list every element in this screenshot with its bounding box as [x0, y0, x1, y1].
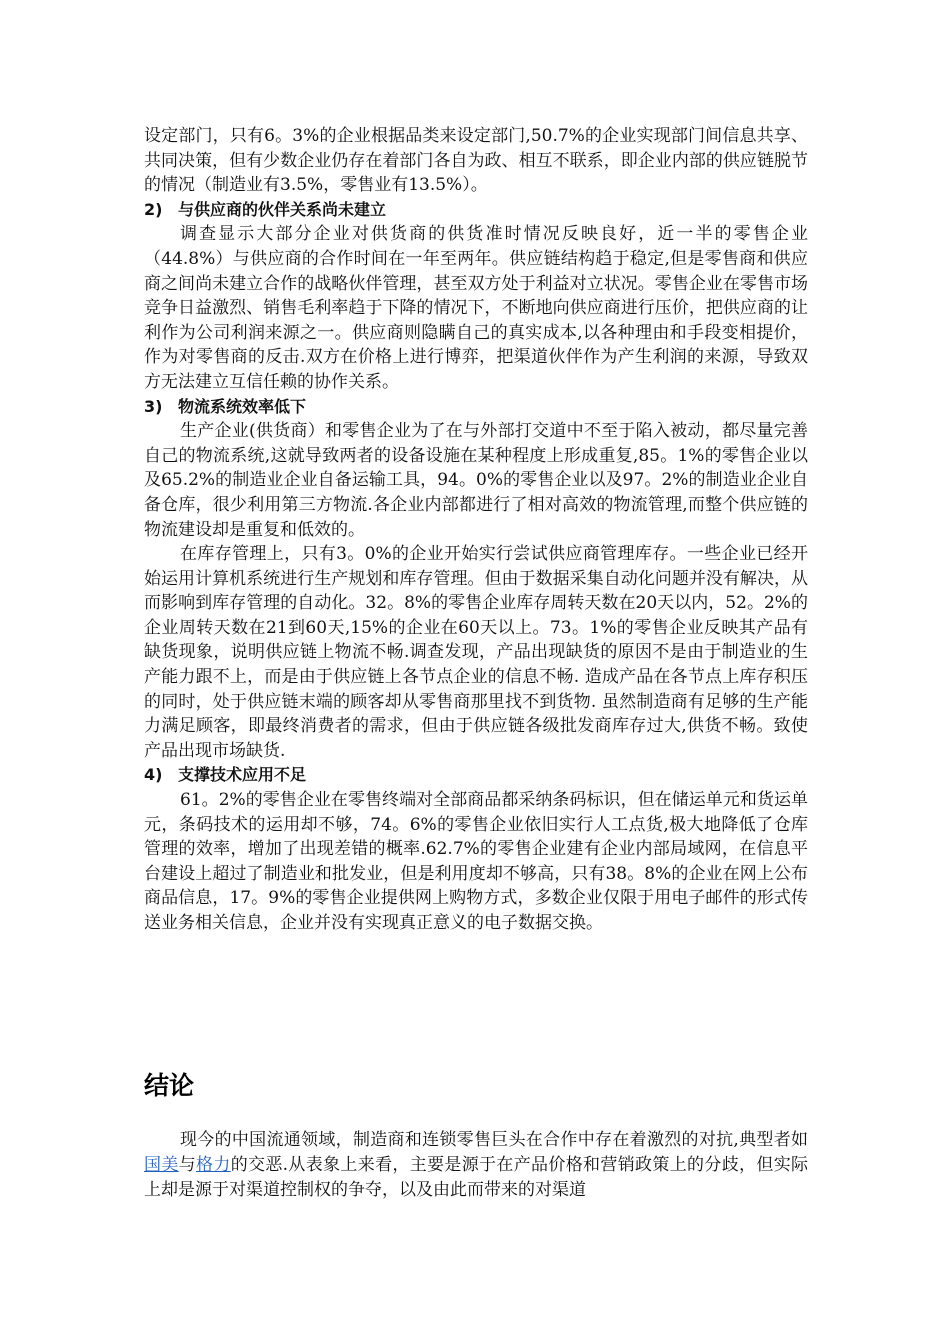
conclusion-text-before: 现今的中国流通领域，制造商和连锁零售巨头在合作中存在着激烈的对抗,典型者如 — [180, 1130, 808, 1150]
section-heading-2 — [144, 198, 808, 223]
conclusion-paragraph — [144, 1128, 808, 1203]
conclusion-heading: 结论 — [144, 1071, 195, 1100]
conclusion-text-after: 的交恶.从表象上来看，主要是源于在产品价格和营销政策上的分歧，但实际上却是源于对渠道控制权的争夺，以及由此而带来的对渠道 — [144, 1155, 809, 1200]
link-geli[interactable]: 格力 — [196, 1155, 231, 1175]
link-guomei[interactable]: 国美 — [144, 1155, 179, 1175]
intro-paragraph: 设定部门，只有6。3%的企业根据品类来设定部门,50.7%的企业实现部门间信息共享、共同决策，但有少数企业仍存在着部门各自为政、相互不联系，即企业内部的供应链脱节的情况（制造业有3.5%，零售业有13.5%）。 — [144, 126, 808, 196]
section-heading-4 — [144, 763, 808, 788]
section-heading-3 — [144, 395, 808, 420]
document-body — [144, 124, 808, 936]
section-2-paragraph-1: 调查显示大部分企业对供货商的供货准时情况反映良好，近一半的零售企业（44.8%）与供应商的合作时间在一年至两年。供应链结构趋于稳定,但是零售商和供应商之间尚未建立合作的战略伙伴管理，甚至双方处于利益对立状况。零售企业在零售市场竞争日益激烈、销售毛利率趋于下降的情况下，不断地向供应商进行压价，把供应商的让利作为公司利润来源之一。供应商则隐瞒自己的真实成本,以各种理由和手段变相提价，作为对零售商的反击.双方在价格上进行博弈，把渠道伙伴作为产生利润的来源，导致双方无法建立互信任赖的协作关系。 — [144, 224, 808, 392]
section-title: 支撑技术应用不足 — [178, 765, 307, 785]
conclusion-section — [144, 1128, 808, 1203]
section-title: 物流系统效率低下 — [178, 396, 307, 416]
section-title: 与供应商的伙伴关系尚未建立 — [178, 199, 387, 219]
section-number: 3) — [144, 396, 163, 416]
section-number: 4) — [144, 765, 163, 785]
section-3-paragraph-1: 生产企业(供货商）和零售企业为了在与外部打交道中不至于陷入被动，都尽量完善自己的物流系统,这就导致两者的设备设施在某种程度上形成重复,85。1%的零售企业以及65.2%的制造业企业自备运输工具，94。0%的零售企业以及97。2%的制造业企业自备仓库，很少利用第三方物流.各企业内部都进行了相对高效的物流管理,而整个供应链的物流建设却是重复和低效的。 — [144, 421, 808, 540]
section-4-paragraph-1: 61。2%的零售企业在零售终端对全部商品都采纳条码标识，但在储运单元和货运单元，条码技术的运用却不够，74。6%的零售企业依旧实行人工点货,极大地降低了仓库管理的效率，增加了出现差错的概率.62.7%的零售企业建有企业内部局域网，在信息平台建设上超过了制造业和批发业，但是利用度却不够高，只有38。8%的企业在网上公布商品信息，17。9%的零售企业提供网上购物方式，多数企业仅限于用电子邮件的形式传送业务相关信息，企业并没有实现真正意义的电子数据交换。 — [144, 790, 808, 933]
section-number: 2) — [144, 199, 163, 219]
section-3-paragraph-2: 在库存管理上，只有3。0%的企业开始实行尝试供应商管理库存。一些企业已经开始运用计算机系统进行生产规划和库存管理。但由于数据采集自动化问题并没有解决，从而影响到库存管理的自动化。32。8%的零售企业库存周转天数在20天以内，52。2%的企业周转天数在21到60天,15%的企业在60天以上。73。1%的零售企业反映其产品有缺货现象，说明供应链上物流不畅.调查发现，产品出现缺货的原因不是由于制造业的生产能力跟不上，而是由于供应链上各节点企业的信息不畅. 造成产品在各节点上库存积压的同时，处于供应链末端的顾客却从零售商那里找不到货物. 虽然制造商有足够的生产能力满足顾客，即最终消费者的需求，但由于供应链各级批发商库存过大,供货不畅。致使产品出现市场缺货. — [144, 544, 808, 761]
conclusion-text-mid: 与 — [178, 1155, 197, 1175]
